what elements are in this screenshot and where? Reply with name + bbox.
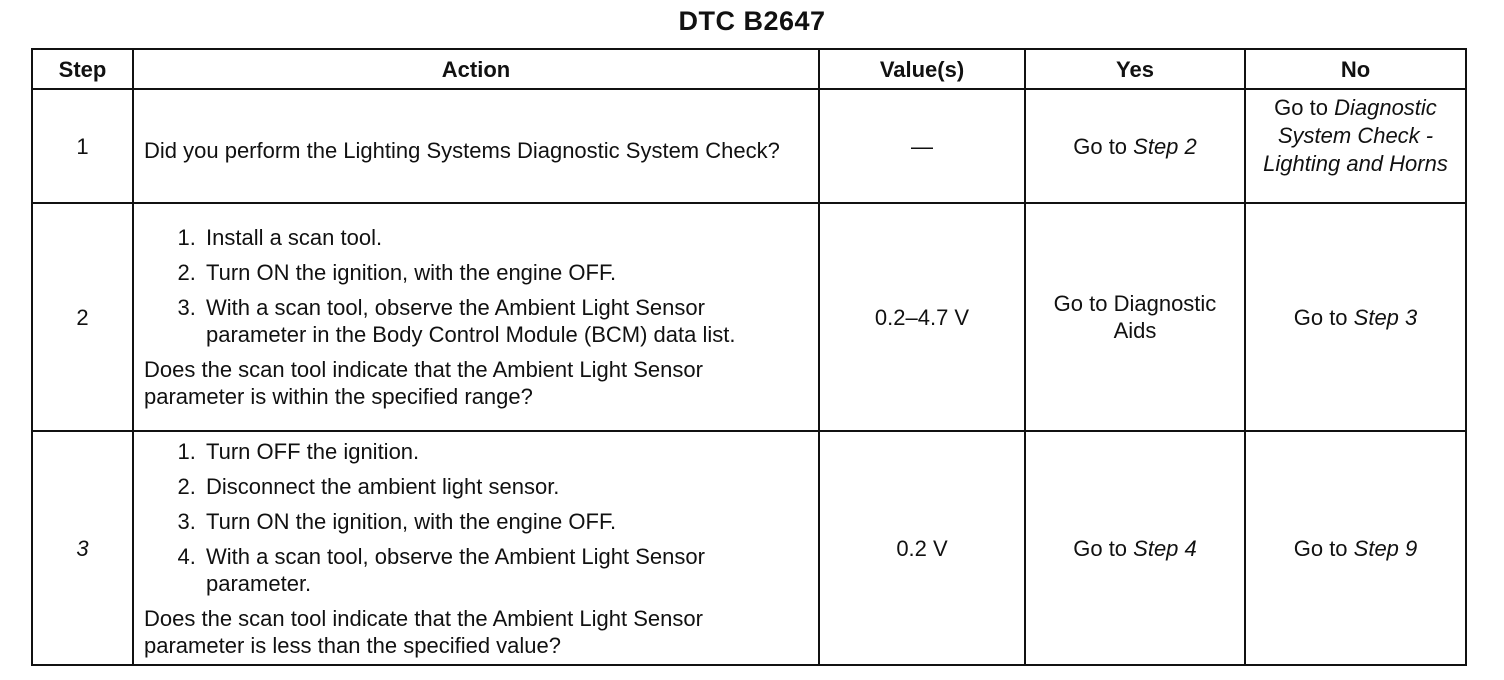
header-values: Value(s) <box>819 49 1025 89</box>
action-steps-list <box>144 438 808 597</box>
action-cell <box>133 431 819 665</box>
action-steps-list <box>144 224 808 348</box>
table-row <box>32 203 1466 431</box>
page-title: DTC B2647 <box>678 6 826 36</box>
step-number: 3 <box>32 431 133 665</box>
table-row <box>32 89 1466 203</box>
no-step-link[interactable]: Step 9 <box>1353 535 1418 561</box>
yes-prefix: Go to <box>1073 133 1134 159</box>
action-step: 1. Install a scan tool. <box>202 224 808 251</box>
yes-prefix: Go to <box>1073 535 1134 561</box>
action-step: 3. Turn ON the ignition, with the engine OFF. <box>202 508 808 535</box>
step-number: 1 <box>32 89 133 203</box>
action-question: Does the scan tool indicate that the Ambient Light Sensor parameter is within the specified range? <box>144 357 703 409</box>
value-cell: 0.2 V <box>819 431 1025 665</box>
value-cell: 0.2–4.7 V <box>819 203 1025 431</box>
no-cell <box>1245 89 1466 203</box>
action-step: 1. Turn OFF the ignition. <box>202 438 808 465</box>
action-step: 4. With a scan tool, observe the Ambient Light Sensor parameter. <box>202 543 808 597</box>
action-question: Does the scan tool indicate that the Ambient Light Sensor parameter is less than the specified value? <box>144 605 703 658</box>
no-step-link[interactable]: Step 3 <box>1353 304 1418 330</box>
header-action: Action <box>133 49 819 89</box>
diagnostic-table <box>31 48 1467 666</box>
yes-cell <box>1025 431 1245 665</box>
no-cell <box>1245 431 1466 665</box>
no-prefix: Go to <box>1293 535 1354 561</box>
yes-step-link[interactable]: Step 2 <box>1133 133 1197 159</box>
no-prefix: Go to <box>1274 95 1335 120</box>
header-row <box>32 49 1466 89</box>
header-no: No <box>1245 49 1466 89</box>
no-cell <box>1245 203 1466 431</box>
action-cell <box>133 203 819 431</box>
action-step: 2. Turn ON the ignition, with the engine OFF. <box>202 259 808 286</box>
action-step: 3. With a scan tool, observe the Ambient Light Sensor parameter in the Body Control Module (BCM) data list. <box>202 294 808 348</box>
no-prefix: Go to <box>1293 304 1354 330</box>
yes-cell[interactable]: Go to Diagnostic Aids <box>1025 203 1245 431</box>
yes-step-link[interactable]: Step 4 <box>1133 535 1197 561</box>
header-yes: Yes <box>1025 49 1245 89</box>
no-step-link[interactable]: Diagnostic System Check - Lighting and Horns <box>1263 95 1448 176</box>
value-cell: — <box>819 89 1025 203</box>
action-question: Did you perform the Lighting Systems Diagnostic System Check? <box>144 137 780 163</box>
header-step: Step <box>32 49 133 89</box>
step-number: 2 <box>32 203 133 431</box>
yes-cell <box>1025 89 1245 203</box>
action-cell <box>133 89 819 203</box>
table-row <box>32 431 1466 665</box>
action-step: 2. Disconnect the ambient light sensor. <box>202 473 808 500</box>
